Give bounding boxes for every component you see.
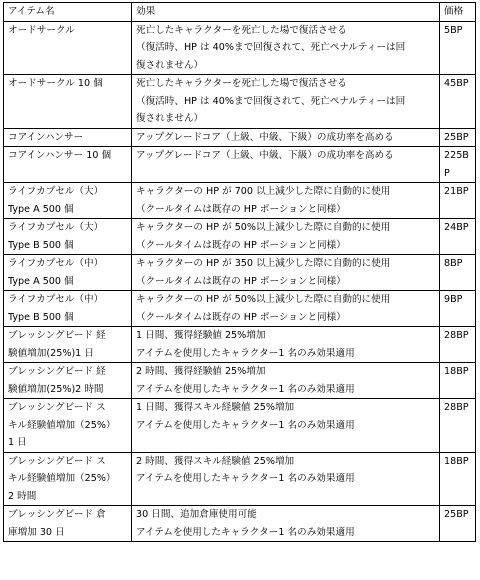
item-name-cell xyxy=(4,399,132,453)
item-name-line: ブレッシングビード 経 xyxy=(8,366,106,377)
table-row xyxy=(4,363,476,399)
item-name-line: ライフカプセル（大） xyxy=(8,186,104,197)
header-price: 価格 xyxy=(440,3,476,22)
item-effect-cell xyxy=(132,363,440,399)
item-price-cell: 45BP xyxy=(440,75,476,129)
item-effect-line: キャラクターの HP が 50%以上減少した際に自動的に使用 xyxy=(136,294,391,305)
item-effect-cell xyxy=(132,327,440,363)
table-row xyxy=(4,219,476,255)
item-name-line: ブレッシングビード ス xyxy=(8,455,106,467)
item-price-cell: 5BP xyxy=(440,21,476,75)
item-name-line: 1 日 xyxy=(8,437,27,448)
item-effect-line: 2 時間、獲得スキル経験値 25%増加 xyxy=(136,455,295,467)
item-effect-line: （クールタイムは既存の HP ポーションと同様） xyxy=(136,311,346,323)
item-name-line: キル経験値増加（25%） xyxy=(8,419,116,431)
table-row xyxy=(4,21,476,75)
item-name-line: コアインハンサー xyxy=(8,131,84,143)
item-name-line: 験値増加(25%)2 時間 xyxy=(8,383,104,395)
item-name-line: 2 時間 xyxy=(8,490,37,502)
item-name-line: ライフカプセル（大） xyxy=(8,222,104,233)
item-effect-line: アップグレードコア（上級、中級、下級）の成功率を高める xyxy=(136,131,394,143)
item-effect-line: 30 日間、追加倉庫使用可能 xyxy=(136,509,257,520)
item-name-cell xyxy=(4,128,132,147)
item-price-cell: 18BP xyxy=(440,363,476,399)
table-header-row xyxy=(4,3,476,22)
item-effect-cell xyxy=(132,452,440,506)
item-name-line: Type B 500 個 xyxy=(8,239,74,251)
item-effect-line: キャラクターの HP が 50%以上減少した際に自動的に使用 xyxy=(136,222,391,233)
item-name-cell xyxy=(4,21,132,75)
item-effect-cell xyxy=(132,21,440,75)
item-effect-cell xyxy=(132,255,440,291)
item-effect-cell xyxy=(132,147,440,183)
item-name-cell xyxy=(4,327,132,363)
item-effect-cell xyxy=(132,399,440,453)
table-row xyxy=(4,327,476,363)
table-row xyxy=(4,399,476,453)
item-effect-cell xyxy=(132,75,440,129)
item-effect-line: （復活時、HP は 40%まで回復されて、死亡ペナルティーは回 xyxy=(136,95,406,107)
table-row xyxy=(4,291,476,327)
item-name-cell xyxy=(4,147,132,183)
item-price-cell: 28BP xyxy=(440,399,476,453)
item-name-line: ライフカプセル（中） xyxy=(8,294,104,305)
table-row xyxy=(4,452,476,506)
table-row xyxy=(4,128,476,147)
item-name-line: キル経験値増加（25%） xyxy=(8,473,116,484)
item-effect-line: アイテムを使用したキャラクター1 名のみ効果適用 xyxy=(136,473,355,484)
item-price-cell: 21BP xyxy=(440,183,476,219)
header-effect: 効果 xyxy=(132,3,440,22)
item-effect-line: アイテムを使用したキャラクター1 名のみ効果適用 xyxy=(136,347,355,359)
item-name-line: オードサークル xyxy=(8,24,75,36)
item-name-line: ライフカプセル（中） xyxy=(8,258,104,269)
item-name-line: Type B 500 個 xyxy=(8,311,74,323)
item-price-cell: 225BP xyxy=(440,147,476,183)
item-effect-line: アップグレードコア（上級、中級、下級）の成功率を高める xyxy=(136,150,394,161)
item-name-cell xyxy=(4,183,132,219)
item-effect-cell xyxy=(132,219,440,255)
item-name-line: オードサークル 10 個 xyxy=(8,78,103,89)
item-effect-cell xyxy=(132,183,440,219)
table-row xyxy=(4,147,476,183)
item-effect-line: 復されません） xyxy=(136,113,204,124)
item-effect-line: 死亡したキャラクターを死亡した場で復活させる xyxy=(136,24,347,36)
item-name-line: ブレッシングビード ス xyxy=(8,402,106,413)
item-price-cell: 8BP xyxy=(440,255,476,291)
item-price-cell: 24BP xyxy=(440,219,476,255)
item-effect-line: （クールタイムは既存の HP ポーションと同様） xyxy=(136,239,346,251)
item-name-line: 庫増加 30 日 xyxy=(8,526,65,538)
item-effect-line: 復されません） xyxy=(136,59,204,71)
item-effect-line: （クールタイムは既存の HP ポーションと同様） xyxy=(136,275,346,287)
item-name-line: ブレッシングビード 経 xyxy=(8,330,106,341)
table-body xyxy=(4,21,476,542)
item-price-cell: 28BP xyxy=(440,327,476,363)
item-name-cell xyxy=(4,255,132,291)
item-price-table xyxy=(3,2,476,542)
item-name-cell xyxy=(4,506,132,542)
item-price-cell: 9BP xyxy=(440,291,476,327)
item-effect-line: 1 日間、獲得経験値 25%増加 xyxy=(136,330,266,341)
item-effect-line: アイテムを使用したキャラクター1 名のみ効果適用 xyxy=(136,526,355,538)
table-row xyxy=(4,255,476,291)
item-name-line: ブレッシングビード 倉 xyxy=(8,509,106,520)
item-effect-line: 1 日間、獲得スキル経験値 25%増加 xyxy=(136,402,295,413)
item-effect-line: （復活時、HP は 40%まで回復されて、死亡ペナルティーは回 xyxy=(136,42,406,53)
item-price-cell: 25BP xyxy=(440,506,476,542)
header-item-name: アイテム名 xyxy=(4,3,132,22)
item-effect-line: キャラクターの HP が 700 以上減少した際に自動的に使用 xyxy=(136,186,391,197)
item-effect-line: アイテムを使用したキャラクター1 名のみ効果適用 xyxy=(136,383,355,395)
item-effect-cell xyxy=(132,291,440,327)
item-effect-line: （クールタイムは既存の HP ポーションと同様） xyxy=(136,203,346,215)
item-effect-cell xyxy=(132,506,440,542)
table-row xyxy=(4,506,476,542)
item-name-cell xyxy=(4,452,132,506)
item-effect-line: キャラクターの HP が 350 以上減少した際に自動的に使用 xyxy=(136,258,391,269)
item-name-cell xyxy=(4,219,132,255)
item-effect-line: 死亡したキャラクターを死亡した場で復活させる xyxy=(136,78,347,89)
item-name-cell xyxy=(4,363,132,399)
table-row xyxy=(4,75,476,129)
item-name-cell xyxy=(4,75,132,129)
item-price-cell: 18BP xyxy=(440,452,476,506)
item-name-line: コアインハンサー 10 個 xyxy=(8,150,112,161)
item-name-line: Type A 500 個 xyxy=(8,275,74,287)
item-price-cell: 25BP xyxy=(440,128,476,147)
item-name-cell xyxy=(4,291,132,327)
table-row xyxy=(4,183,476,219)
item-name-line: Type A 500 個 xyxy=(8,203,74,215)
item-effect-line: アイテムを使用したキャラクター1 名のみ効果適用 xyxy=(136,419,355,431)
item-name-line: 験値増加(25%)1 日 xyxy=(8,347,94,359)
item-effect-cell xyxy=(132,128,440,147)
item-effect-line: 2 時間、獲得経験値 25%増加 xyxy=(136,366,266,377)
